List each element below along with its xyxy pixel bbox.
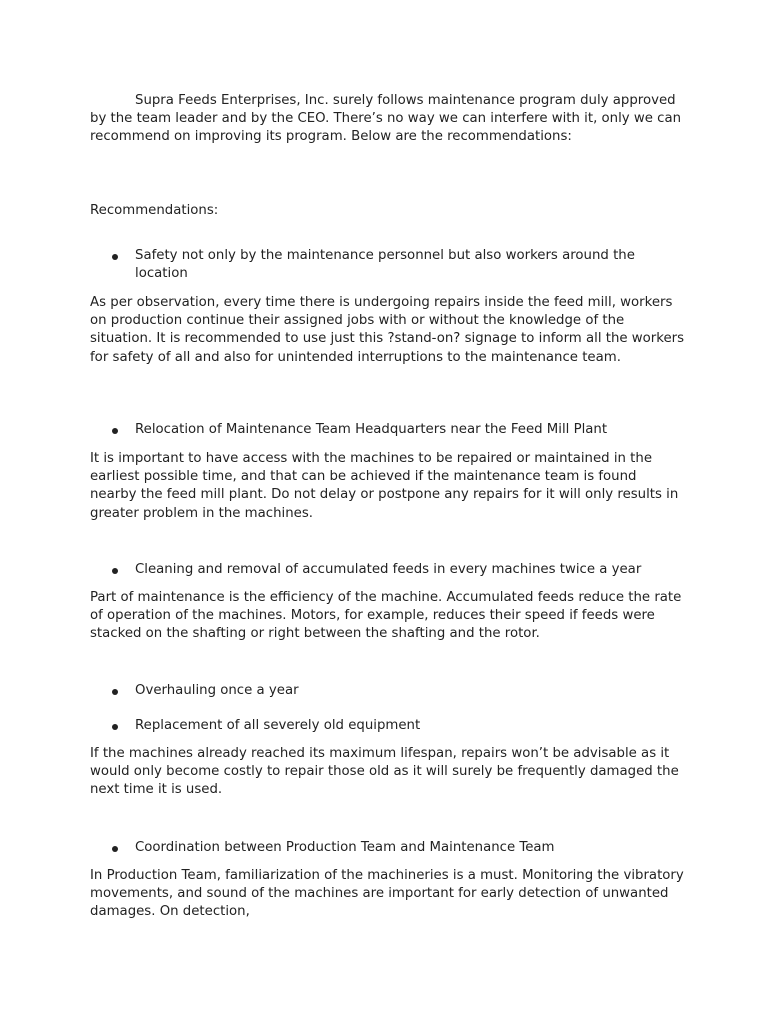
- body-paragraph: In Production Team, familiarization of the machineries is a must. Monitoring the vibratory movements, and sound of the machines are important for early detection of unwanted damages. On detection,: [90, 868, 684, 920]
- bullet-text: Overhauling once a year: [135, 683, 299, 698]
- bullet-icon: [112, 568, 118, 574]
- recommendations-heading: Recommendations:: [90, 203, 219, 218]
- list-item: [112, 717, 686, 735]
- intro-paragraph: Supra Feeds Enterprises, Inc. surely follows maintenance program duly approved by the team leader and by the CEO. There’s no way we can interfere with it, only we can recommend on improving its program. Below are the recommendations:: [90, 93, 682, 145]
- bullet-text: Cleaning and removal of accumulated feeds in every machines twice a year: [135, 562, 642, 577]
- body-paragraph: If the machines already reached its maximum lifespan, repairs won’t be advisable as it would only become costly to repair those old as it will surely be frequently damaged the next time it is used.: [90, 746, 679, 798]
- bullet-icon: [112, 724, 118, 730]
- bullet-icon: [112, 689, 118, 695]
- list-item: [112, 682, 686, 700]
- body-paragraph: As per observation, every time there is undergoing repairs inside the feed mill, workers on production continue their assigned jobs with or without the knowledge of the situation. It is recommended to use just this ?stand-on? signage to inform all the workers for safety of all and also for unintended interruptions to the maintenance team.: [90, 295, 685, 365]
- bullet-text: Replacement of all severely old equipment: [135, 718, 421, 733]
- bullet-icon: [112, 254, 118, 260]
- list-item: [112, 421, 686, 439]
- bullet-text: Safety not only by the maintenance personnel but also workers around the location: [135, 248, 635, 282]
- body-paragraph: Part of maintenance is the efficiency of the machine. Accumulated feeds reduce the rate of operation of the machines. Motors, for example, reduces their speed if feeds were stacked on the shafting or right between the shafting and the rotor.: [90, 590, 682, 642]
- list-item: [112, 561, 686, 579]
- bullet-icon: [112, 846, 118, 852]
- bullet-text: Relocation of Maintenance Team Headquarters near the Feed Mill Plant: [135, 422, 608, 437]
- list-item: [112, 247, 686, 283]
- body-paragraph: It is important to have access with the machines to be repaired or maintained in the earliest possible time, and that can be achieved if the maintenance team is found nearby the feed mill plant. Do not delay or postpone any repairs for it will only results in greater problem in the machines.: [90, 451, 679, 521]
- bullet-text: Coordination between Production Team and Maintenance Team: [135, 840, 555, 855]
- bullet-icon: [112, 428, 118, 434]
- list-item: [112, 839, 686, 857]
